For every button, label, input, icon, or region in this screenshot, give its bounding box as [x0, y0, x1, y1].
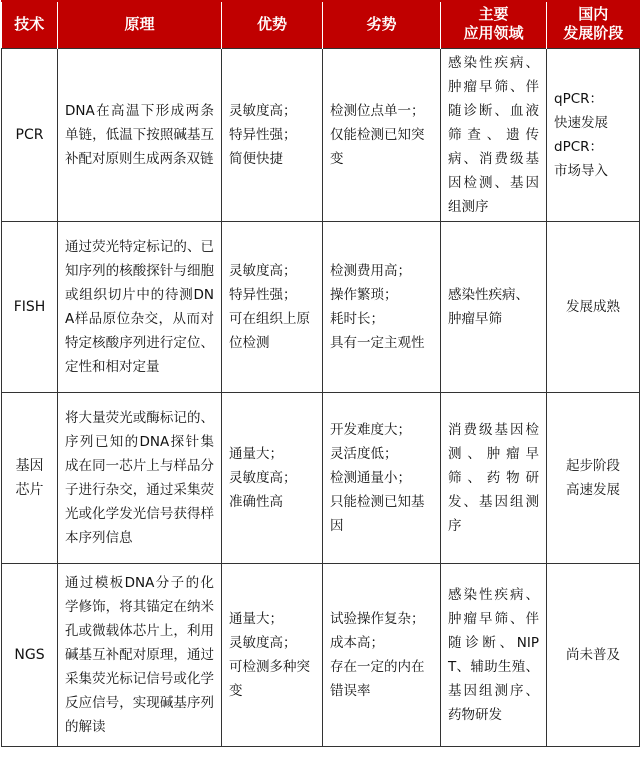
cell-tech: FISH — [2, 222, 58, 393]
cell-applications: 消费级基因检测、肿瘤早筛、药物研发、基因组测序 — [441, 393, 547, 564]
header-principle: 原理 — [58, 0, 222, 49]
cell-tech: 基因 芯片 — [2, 393, 58, 564]
cell-applications: 感染性疾病、 肿瘤早筛 — [441, 222, 547, 393]
header-top-rule — [1, 0, 639, 2]
comparison-table-wrapper — [1, 0, 639, 747]
cell-tech: NGS — [2, 564, 58, 747]
cell-disadvantages: 检测费用高； 操作繁琐； 耗时长； 具有一定主观性 — [323, 222, 441, 393]
table-row — [2, 222, 640, 393]
cell-advantages: 通量大； 灵敏度高； 可检测多种突变 — [222, 564, 323, 747]
cell-principle: 通过模板DNA分子的化学修饰，将其锚定在纳米孔或微载体芯片上，利用碱基互补配对原理，通过采集荧光标记信号或化学反应信号，实现碱基序列的解读 — [58, 564, 222, 747]
technology-comparison-table — [1, 0, 640, 747]
cell-stage: 起步阶段 高速发展 — [547, 393, 640, 564]
cell-applications: 感染性疾病、肿瘤早筛、伴随诊断、NIPT、辅助生殖、基因组测序、药物研发 — [441, 564, 547, 747]
cell-advantages: 灵敏度高； 特异性强； 简便快捷 — [222, 49, 323, 222]
cell-stage: qPCR： 快速发展 dPCR： 市场导入 — [547, 49, 640, 222]
cell-stage: 尚未普及 — [547, 564, 640, 747]
cell-advantages: 灵敏度高； 特异性强； 可在组织上原位检测 — [222, 222, 323, 393]
cell-disadvantages: 检测位点单一； 仅能检测已知突变 — [323, 49, 441, 222]
cell-disadvantages: 开发难度大； 灵活度低； 检测通量小； 只能检测已知基因 — [323, 393, 441, 564]
cell-principle: DNA在高温下形成两条单链，低温下按照碱基互补配对原则生成两条双链 — [58, 49, 222, 222]
cell-disadvantages: 试验操作复杂； 成本高； 存在一定的内在错误率 — [323, 564, 441, 747]
table-row — [2, 564, 640, 747]
cell-stage: 发展成熟 — [547, 222, 640, 393]
header-stage: 国内 发展阶段 — [547, 0, 640, 49]
table-row — [2, 49, 640, 222]
header-tech: 技术 — [2, 0, 58, 49]
header-disadvantages: 劣势 — [323, 0, 441, 49]
cell-principle: 通过荧光特定标记的、已知序列的核酸探针与细胞或组织切片中的待测DNA样品原位杂交，从而对特定核酸序列进行定位、定性和相对定量 — [58, 222, 222, 393]
cell-principle: 将大量荧光或酶标记的、序列已知的DNA探针集成在同一芯片上与样品分子进行杂交，通过采集荧光或化学发光信号获得样本序列信息 — [58, 393, 222, 564]
header-applications: 主要 应用领域 — [441, 0, 547, 49]
cell-advantages: 通量大； 灵敏度高； 准确性高 — [222, 393, 323, 564]
table-row — [2, 393, 640, 564]
header-advantages: 优势 — [222, 0, 323, 49]
header-row — [2, 0, 640, 49]
cell-tech: PCR — [2, 49, 58, 222]
cell-applications: 感染性疾病、肿瘤早筛、伴随诊断、血液筛查、遗传病、消费级基因检测、基因组测序 — [441, 49, 547, 222]
